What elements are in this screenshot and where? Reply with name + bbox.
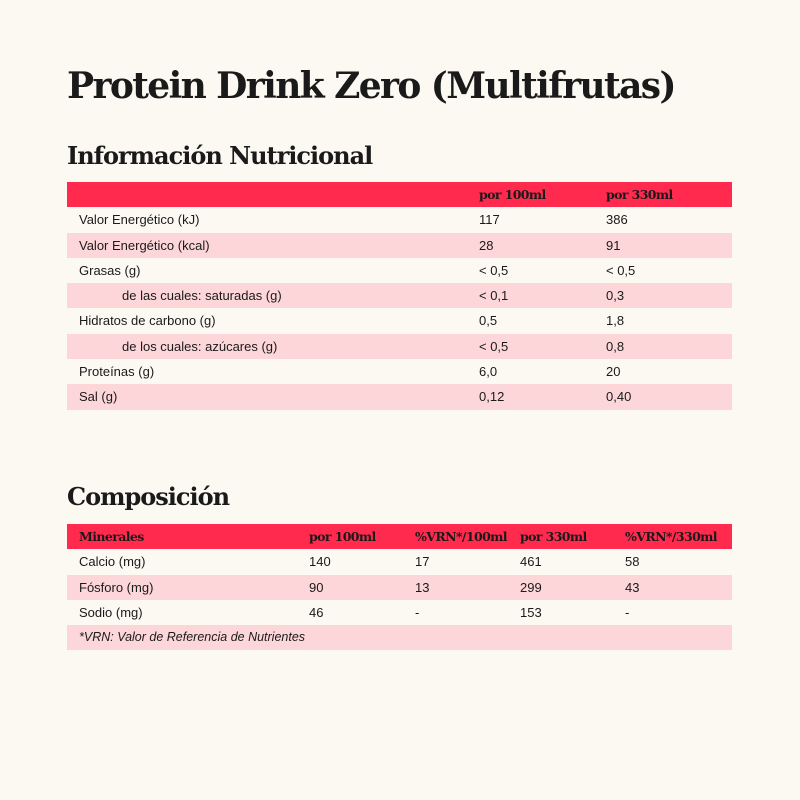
row-vrn100: 17 bbox=[415, 554, 430, 570]
table-row bbox=[67, 384, 732, 409]
row-per330: < 0,5 bbox=[606, 262, 636, 278]
table-row bbox=[67, 233, 732, 258]
row-per330: 153 bbox=[520, 604, 542, 620]
row-per100: 90 bbox=[309, 579, 324, 595]
composition-table bbox=[67, 524, 732, 650]
row-per100: 0,12 bbox=[479, 389, 505, 405]
row-per100: 117 bbox=[479, 212, 500, 228]
row-label: Fósforo (mg) bbox=[79, 579, 154, 595]
nutrition-table bbox=[67, 182, 732, 410]
row-per330: 461 bbox=[520, 554, 542, 570]
table-row bbox=[67, 600, 732, 625]
table-row bbox=[67, 207, 732, 232]
row-label: de los cuales: azúcares (g) bbox=[122, 338, 278, 354]
row-per330: 0,8 bbox=[606, 338, 625, 354]
row-per330: 0,3 bbox=[606, 288, 625, 304]
row-label: Proteínas (g) bbox=[79, 364, 155, 380]
row-vrn100: 13 bbox=[415, 579, 430, 595]
row-per330: 0,40 bbox=[606, 389, 632, 405]
row-per100: < 0,5 bbox=[479, 262, 509, 278]
table-row bbox=[67, 283, 732, 308]
composition-header-minerals: Minerales bbox=[79, 529, 144, 544]
composition-header-vrn330: %VRN*/330ml bbox=[625, 529, 717, 544]
composition-header-row bbox=[67, 524, 732, 549]
row-per100: 140 bbox=[309, 554, 331, 570]
row-per330: 91 bbox=[606, 237, 621, 253]
row-label: Grasas (g) bbox=[79, 262, 141, 278]
nutrition-header-per330: por 330ml bbox=[606, 187, 673, 202]
row-label: Sal (g) bbox=[79, 389, 118, 405]
row-per100: 6,0 bbox=[479, 364, 498, 380]
nutrition-header-per100: por 100ml bbox=[479, 187, 546, 202]
nutrition-header-row bbox=[67, 182, 732, 207]
row-per330: 299 bbox=[520, 579, 542, 595]
row-per100: < 0,1 bbox=[479, 288, 509, 304]
row-label: de las cuales: saturadas (g) bbox=[122, 288, 282, 304]
composition-header-vrn100: %VRN*/100ml bbox=[415, 529, 507, 544]
row-per330: 1,8 bbox=[606, 313, 625, 329]
footnote-row bbox=[67, 625, 732, 650]
composition-header-per100: por 100ml bbox=[309, 529, 376, 544]
composition-header-per330: por 330ml bbox=[520, 529, 587, 544]
table-row bbox=[67, 359, 732, 384]
row-per330: 20 bbox=[606, 364, 621, 380]
row-per100: < 0,5 bbox=[479, 338, 509, 354]
row-vrn100: - bbox=[415, 604, 420, 620]
composition-heading: Composición bbox=[67, 482, 230, 511]
row-vrn330: 43 bbox=[625, 579, 640, 595]
table-row bbox=[67, 549, 732, 574]
row-label: Calcio (mg) bbox=[79, 554, 146, 570]
table-row bbox=[67, 575, 732, 600]
row-label: Hidratos de carbono (g) bbox=[79, 313, 216, 329]
nutrition-heading: Información Nutricional bbox=[67, 141, 373, 170]
table-row bbox=[67, 308, 732, 333]
row-label: Sodio (mg) bbox=[79, 604, 143, 620]
row-per100: 28 bbox=[479, 237, 494, 253]
row-per100: 46 bbox=[309, 604, 324, 620]
row-label: Valor Energético (kJ) bbox=[79, 212, 200, 228]
row-label: Valor Energético (kcal) bbox=[79, 237, 210, 253]
table-row bbox=[67, 258, 732, 283]
footnote: *VRN: Valor de Referencia de Nutrientes bbox=[79, 630, 306, 645]
row-vrn330: 58 bbox=[625, 554, 640, 570]
page-title: Protein Drink Zero (Multifrutas) bbox=[67, 65, 675, 107]
row-per100: 0,5 bbox=[479, 313, 498, 329]
row-per330: 386 bbox=[606, 212, 628, 228]
row-vrn330: - bbox=[625, 604, 630, 620]
table-row bbox=[67, 334, 732, 359]
